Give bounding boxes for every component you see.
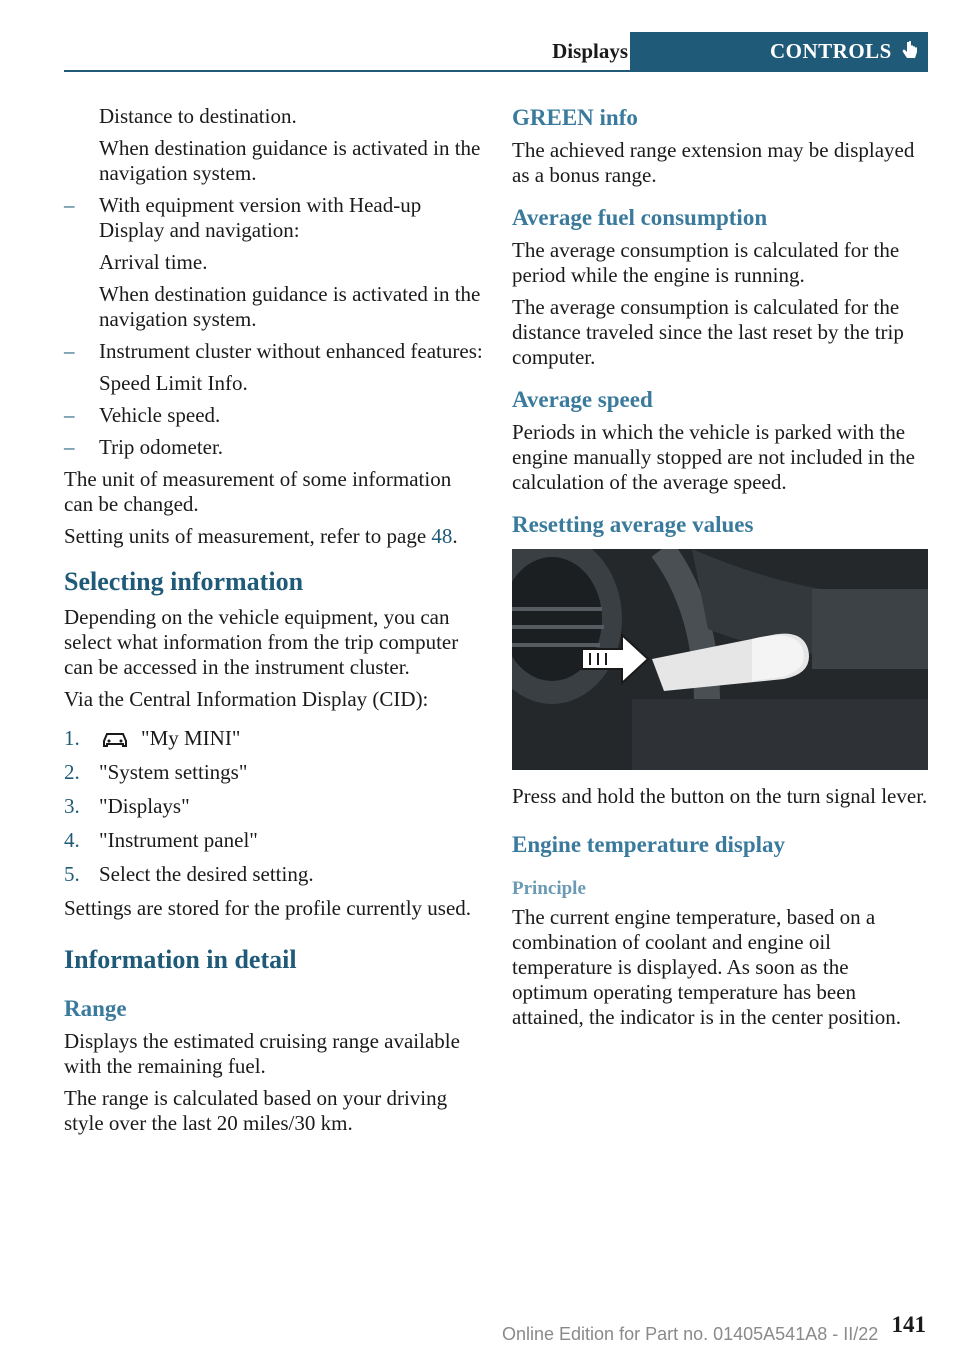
paragraph: Depending on the vehicle equipment, you can select what information from the trip computer can be accessed in the instrument cluster. xyxy=(64,605,459,679)
left-column xyxy=(64,104,484,1143)
paragraph: When destination guidance is activated in the navigation system. xyxy=(99,282,481,331)
heading-engine-temperature-display: Engine temperature display xyxy=(512,832,786,857)
heading-average-fuel-consumption: Average fuel consumption xyxy=(512,205,768,230)
paragraph: The current engine temperature, based on a combination of coolant and engine oil temperature is displayed. As soon as the optimum operating temperature has been attained, the indicator is in the center position. xyxy=(512,905,901,1029)
paragraph: The unit of measurement of some information can be changed. xyxy=(64,467,452,516)
heading-information-in-detail: Information in detail xyxy=(64,945,297,974)
step-item xyxy=(64,794,484,819)
page-reference-link[interactable]: 48 xyxy=(431,524,453,548)
paragraph: Settings are stored for the profile currently used. xyxy=(64,896,472,920)
right-column xyxy=(512,104,928,1037)
paragraph: Displays the estimated cruising range available with the remaining fuel. xyxy=(64,1029,460,1078)
step-text: Select the desired setting. xyxy=(99,862,314,886)
list-item: – Instrument cluster without enhanced features: xyxy=(64,339,484,364)
edition-note: Online Edition for Part no. 01405A541A8 - II/22 xyxy=(502,1324,879,1344)
page-footer xyxy=(0,1312,960,1352)
step-number: 3. xyxy=(64,794,80,818)
heading-selecting-information: Selecting information xyxy=(64,567,304,596)
paragraph: Periods in which the vehicle is parked with the engine manually stopped are not included in the calculation of the average speed. xyxy=(512,420,915,494)
paragraph: Distance to destination. xyxy=(99,104,297,128)
chapter-tab xyxy=(630,32,928,70)
step-item xyxy=(64,726,484,751)
step-item xyxy=(64,828,484,853)
car-icon xyxy=(99,727,131,749)
section-title: Displays xyxy=(552,39,628,63)
heading-green-info: GREEN info xyxy=(512,105,638,130)
step-number: 2. xyxy=(64,760,80,784)
chapter-title: CONTROLS xyxy=(770,39,892,63)
list-item: – With equipment version with Head-up Display and navigation: xyxy=(64,193,484,243)
step-number: 1. xyxy=(64,726,80,750)
paragraph: When destination guidance is activated in the navigation system. xyxy=(99,136,481,185)
paragraph: The average consumption is calculated for the distance traveled since the last reset by the trip computer. xyxy=(512,295,904,369)
paragraph: Press and hold the button on the turn signal lever. xyxy=(512,784,928,808)
paragraph: The range is calculated based on your driving style over the last 20 miles/30 km. xyxy=(64,1086,448,1135)
step-number: 5. xyxy=(64,862,80,886)
page-header xyxy=(64,32,928,72)
step-item xyxy=(64,862,484,887)
step-item xyxy=(64,760,484,785)
step-text: "Displays" xyxy=(99,794,190,818)
paragraph: Arrival time. xyxy=(99,250,208,274)
paragraph: Via the Central Information Display (CID): xyxy=(64,687,429,711)
header-rule xyxy=(64,70,928,72)
list-item: – Vehicle speed. xyxy=(64,403,484,428)
page-number: 141 xyxy=(891,1312,926,1337)
paragraph: The average consumption is calculated for the period while the engine is running. xyxy=(512,238,900,287)
heading-principle: Principle xyxy=(512,878,586,899)
step-text: "My MINI" xyxy=(141,726,241,750)
paragraph: Speed Limit Info. xyxy=(99,371,248,395)
paragraph: Setting units of measurement, refer to page 48. xyxy=(64,524,458,548)
step-number: 4. xyxy=(64,828,80,852)
list-item: – Trip odometer. xyxy=(64,435,484,460)
step-text: "System settings" xyxy=(99,760,248,784)
reference-text: Setting units of measurement, refer to page xyxy=(64,524,427,548)
hand-pointer-icon xyxy=(898,40,920,62)
heading-range: Range xyxy=(64,996,127,1021)
paragraph: The achieved range extension may be displayed as a bonus range. xyxy=(512,138,915,187)
turn-signal-lever-photo xyxy=(512,549,928,770)
step-text: "Instrument panel" xyxy=(99,828,258,852)
heading-resetting-average-values: Resetting average values xyxy=(512,512,754,537)
heading-average-speed: Average speed xyxy=(512,387,653,412)
